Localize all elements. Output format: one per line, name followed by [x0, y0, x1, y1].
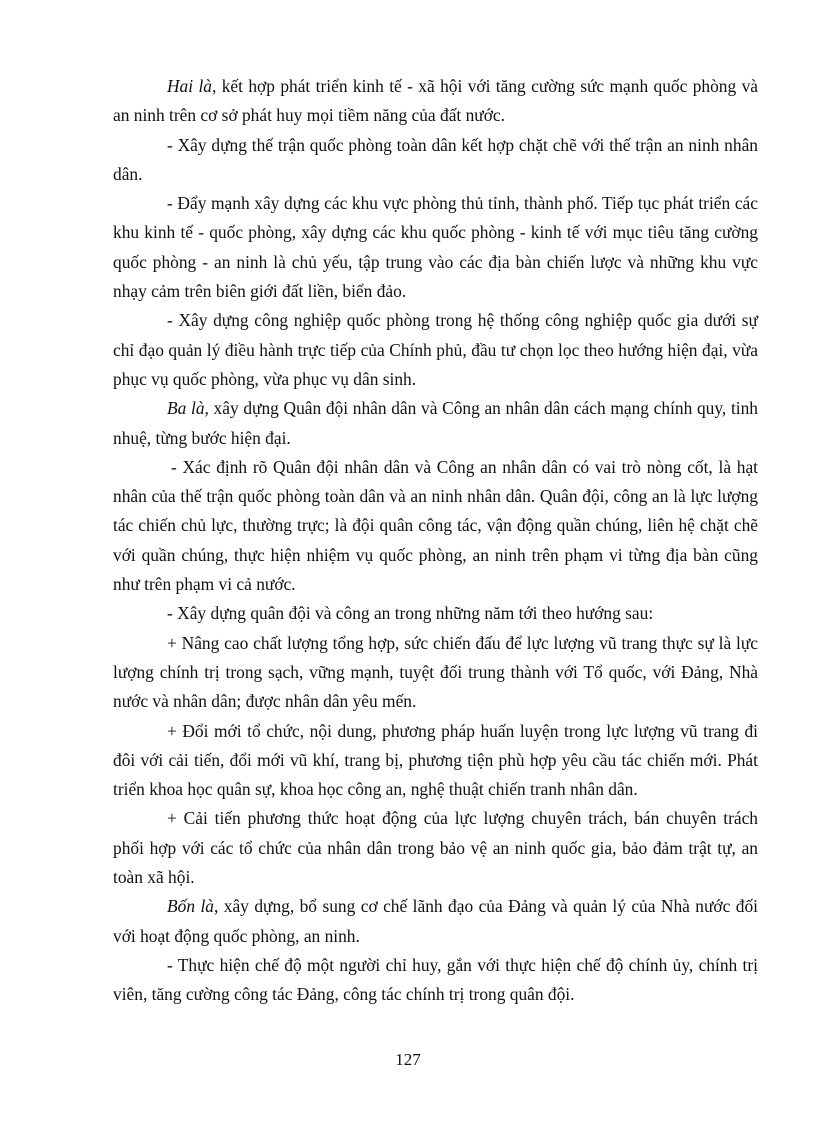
- paragraph-text: xây dựng Quân đội nhân dân và Công an nhân dân cách mạng chính quy, tinh nhuệ, từng bước hiện đại.: [113, 398, 758, 448]
- paragraph-text: + Đổi mới tổ chức, nội dung, phương pháp huấn luyện trong lực lượng vũ trang đi đôi với cải tiến, đổi mới vũ khí, trang bị, phương tiện phù hợp yêu cầu tác chiến mới. Phát triển khoa học quân sự, khoa học công an, nghệ thuật chiến tranh nhân dân.: [113, 720, 758, 800]
- paragraph: [113, 72, 758, 131]
- paragraph-text: , xây dựng, bổ sung cơ chế lãnh đạo của Đảng và quản lý của Nhà nước đối với hoạt động quốc phòng, an ninh.: [113, 896, 758, 946]
- paragraph: [113, 892, 758, 951]
- paragraph: [113, 629, 758, 717]
- paragraph-text: + Cải tiến phương thức hoạt động của lực lượng chuyên trách, bán chuyên trách phối hợp với các tổ chức của nhân dân trong bảo vệ an ninh quốc gia, bảo đảm trật tự, an toàn xã hội.: [113, 808, 758, 888]
- body-text: [113, 72, 758, 1010]
- paragraph-text: - Đẩy mạnh xây dựng các khu vực phòng thủ tỉnh, thành phố. Tiếp tục phát triển các khu kinh tế - quốc phòng, xây dựng các khu quốc phòng - kinh tế với mục tiêu tăng cường quốc phòng - an ninh là chủ yếu, tập trung vào các địa bàn chiến lược và những khu vực nhạy cảm trên biên giới đất liền, biển đảo.: [113, 193, 758, 302]
- paragraph-text: + Nâng cao chất lượng tổng hợp, sức chiến đấu để lực lượng vũ trang thực sự là lực lượng chính trị trong sạch, vững mạnh, tuyệt đối trung thành với Tổ quốc, với Đảng, Nhà nước và nhân dân; được nhân dân yêu mến.: [113, 632, 758, 712]
- paragraph: [113, 453, 758, 599]
- paragraph: [113, 599, 758, 628]
- page-number: 127: [395, 1050, 421, 1069]
- paragraph-text: kết hợp phát triển kinh tế - xã hội với tăng cường sức mạnh quốc phòng và an ninh trên cơ sở phát huy mọi tiềm năng của đất nước.: [113, 76, 758, 126]
- paragraph-lead: Hai là,: [167, 76, 217, 96]
- paragraph: [113, 394, 758, 453]
- paragraph: [113, 306, 758, 394]
- paragraph-text: - Thực hiện chế độ một người chỉ huy, gắn với thực hiện chế độ chính ủy, chính trị viên, tăng cường công tác Đảng, công tác chính trị trong quân đội.: [113, 954, 758, 1005]
- paragraph-text: - Xây dựng quân đội và công an trong những năm tới theo hướng sau:: [167, 603, 654, 624]
- paragraph: [113, 804, 758, 892]
- paragraph-lead: Bốn là: [167, 896, 214, 917]
- paragraph-text: - Xác định rõ Quân đội nhân dân và Công an nhân dân có vai trò nòng cốt, là hạt nhân của thế trận quốc phòng toàn dân và an ninh nhân dân. Quân đội, công an là lực lượng tác chiến chủ lực, thường trực; là đội quân công tác, vận động quần chúng, liên hệ chặt chẽ với quần chúng, thực hiện nhiệm vụ quốc phòng, an ninh trên phạm vi từng địa bàn cũng như trên phạm vi cả nước.: [113, 456, 758, 595]
- paragraph-text: - Xây dựng thế trận quốc phòng toàn dân kết hợp chặt chẽ với thế trận an ninh nhân dân.: [113, 134, 758, 184]
- paragraph: [113, 717, 758, 805]
- paragraph: [113, 131, 758, 190]
- paragraph-text: - Xây dựng công nghiệp quốc phòng trong hệ thống công nghiệp quốc gia dưới sự chỉ đạo quản lý điều hành trực tiếp của Chính phủ, đầu tư chọn lọc theo hướng hiện đại, vừa phục vụ quốc phòng, vừa phục vụ dân sinh.: [113, 310, 758, 389]
- paragraph: [113, 951, 758, 1010]
- paragraph-lead: Ba là,: [167, 398, 209, 419]
- paragraph: [113, 189, 758, 306]
